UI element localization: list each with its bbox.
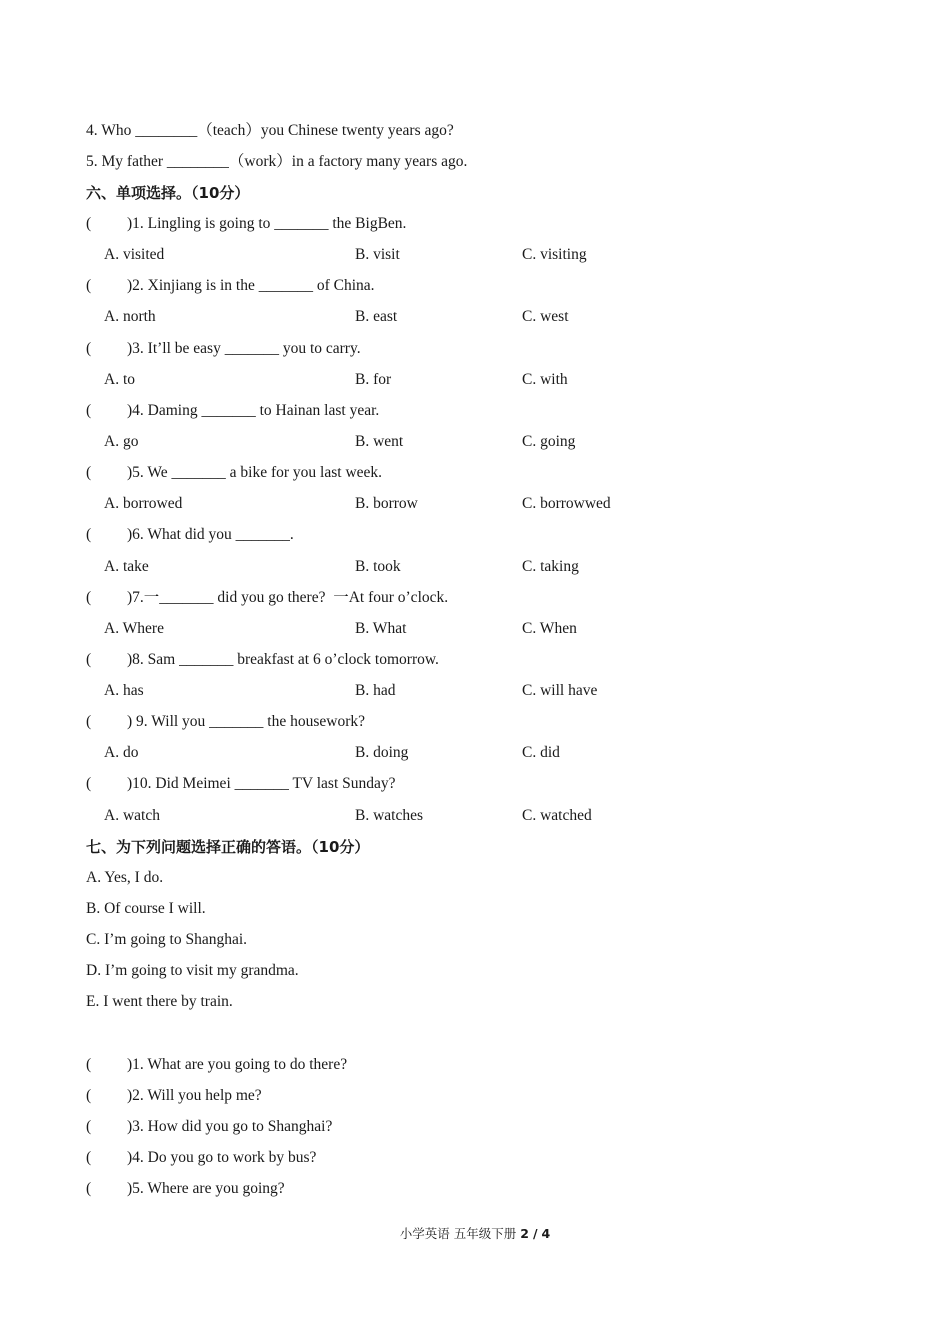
option-b: B. What (355, 620, 407, 637)
question-text: )1. What are you going to do there? (127, 1056, 348, 1073)
answer-option-b: B. Of course I will. (86, 900, 206, 917)
answer-bracket[interactable]: ( (86, 589, 92, 606)
option-c: C. going (522, 433, 576, 450)
section6-heading: 六、单项选择。（10分） (86, 184, 250, 202)
page-number: 2 (520, 1226, 529, 1241)
footer-subject: 小学英语 五年级下册 (399, 1226, 517, 1241)
answer-bracket[interactable]: ( (86, 402, 92, 419)
option-a: A. go (104, 433, 139, 450)
answer-bracket[interactable]: ( (86, 1118, 92, 1135)
option-b: B. east (355, 308, 398, 325)
answer-bracket[interactable]: ( (86, 1180, 92, 1197)
option-b: B. watches (355, 807, 424, 824)
question-text: )2. Xinjiang is in the _______ of China. (127, 277, 375, 294)
option-c: C. When (522, 620, 577, 637)
page-footer (0, 1224, 950, 1242)
fill-item-4: 4. Who ________（teach）you Chinese twenty years ago? (86, 122, 454, 139)
option-b: B. borrow (355, 495, 418, 512)
answer-option-a: A. Yes, I do. (86, 869, 164, 886)
option-b: B. for (355, 371, 392, 388)
option-b: B. went (355, 433, 404, 450)
option-a: A. do (104, 744, 139, 761)
option-a: A. visited (104, 246, 165, 263)
question-text: )10. Did Meimei _______ TV last Sunday? (127, 775, 396, 792)
answer-bracket[interactable]: ( (86, 651, 92, 668)
option-a: A. to (104, 371, 135, 388)
page-total: 4 (541, 1226, 551, 1241)
question-text: ) 9. Will you _______ the housework? (127, 713, 366, 730)
option-b: B. took (355, 558, 401, 575)
answer-bracket[interactable]: ( (86, 526, 92, 543)
answer-bracket[interactable]: ( (86, 713, 92, 730)
option-c: C. watched (522, 807, 592, 824)
question-text: )4. Daming _______ to Hainan last year. (127, 402, 380, 419)
option-c: C. will have (522, 682, 598, 699)
answer-option-d: D. I’m going to visit my grandma. (86, 962, 299, 979)
option-c: C. with (522, 371, 568, 388)
option-a: A. borrowed (104, 495, 183, 512)
option-c: C. borrowwed (522, 495, 611, 512)
question-text: )2. Will you help me? (127, 1087, 262, 1104)
answer-bracket[interactable]: ( (86, 1087, 92, 1104)
option-c: C. taking (522, 558, 579, 575)
section7-heading: 七、为下列问题选择正确的答语。（10分） (86, 838, 370, 856)
option-b: B. doing (355, 744, 409, 761)
page-separator: / (532, 1226, 538, 1241)
option-a: A. Where (104, 620, 164, 637)
question-text: )7.一_______ did you go there? 一At four o’clock. (127, 589, 449, 606)
question-text: )5. We _______ a bike for you last week. (127, 464, 383, 481)
option-a: A. watch (104, 807, 160, 824)
question-text: )3. How did you go to Shanghai? (127, 1118, 333, 1135)
option-c: C. visiting (522, 246, 587, 263)
option-a: A. take (104, 558, 149, 575)
answer-bracket[interactable]: ( (86, 277, 92, 294)
option-c: C. west (522, 308, 569, 325)
answer-bracket[interactable]: ( (86, 464, 92, 481)
answer-bracket[interactable]: ( (86, 1149, 92, 1166)
question-text: )3. It’ll be easy _______ you to carry. (127, 340, 361, 357)
option-b: B. visit (355, 246, 400, 263)
option-b: B. had (355, 682, 396, 699)
answer-option-e: E. I went there by train. (86, 993, 233, 1010)
question-text: )8. Sam _______ breakfast at 6 o’clock tomorrow. (127, 651, 439, 668)
question-text: )4. Do you go to work by bus? (127, 1149, 317, 1166)
question-text: )1. Lingling is going to _______ the BigBen. (127, 215, 407, 232)
option-a: A. north (104, 308, 156, 325)
answer-bracket[interactable]: ( (86, 775, 92, 792)
answer-bracket[interactable]: ( (86, 340, 92, 357)
answer-bracket[interactable]: ( (86, 1056, 92, 1073)
option-a: A. has (104, 682, 144, 699)
question-text: )6. What did you _______. (127, 526, 294, 543)
answer-bracket[interactable]: ( (86, 215, 92, 232)
answer-option-c: C. I’m going to Shanghai. (86, 931, 248, 948)
option-c: C. did (522, 744, 560, 761)
fill-item-5: 5. My father ________（work）in a factory many years ago. (86, 153, 468, 170)
question-text: )5. Where are you going? (127, 1180, 285, 1197)
